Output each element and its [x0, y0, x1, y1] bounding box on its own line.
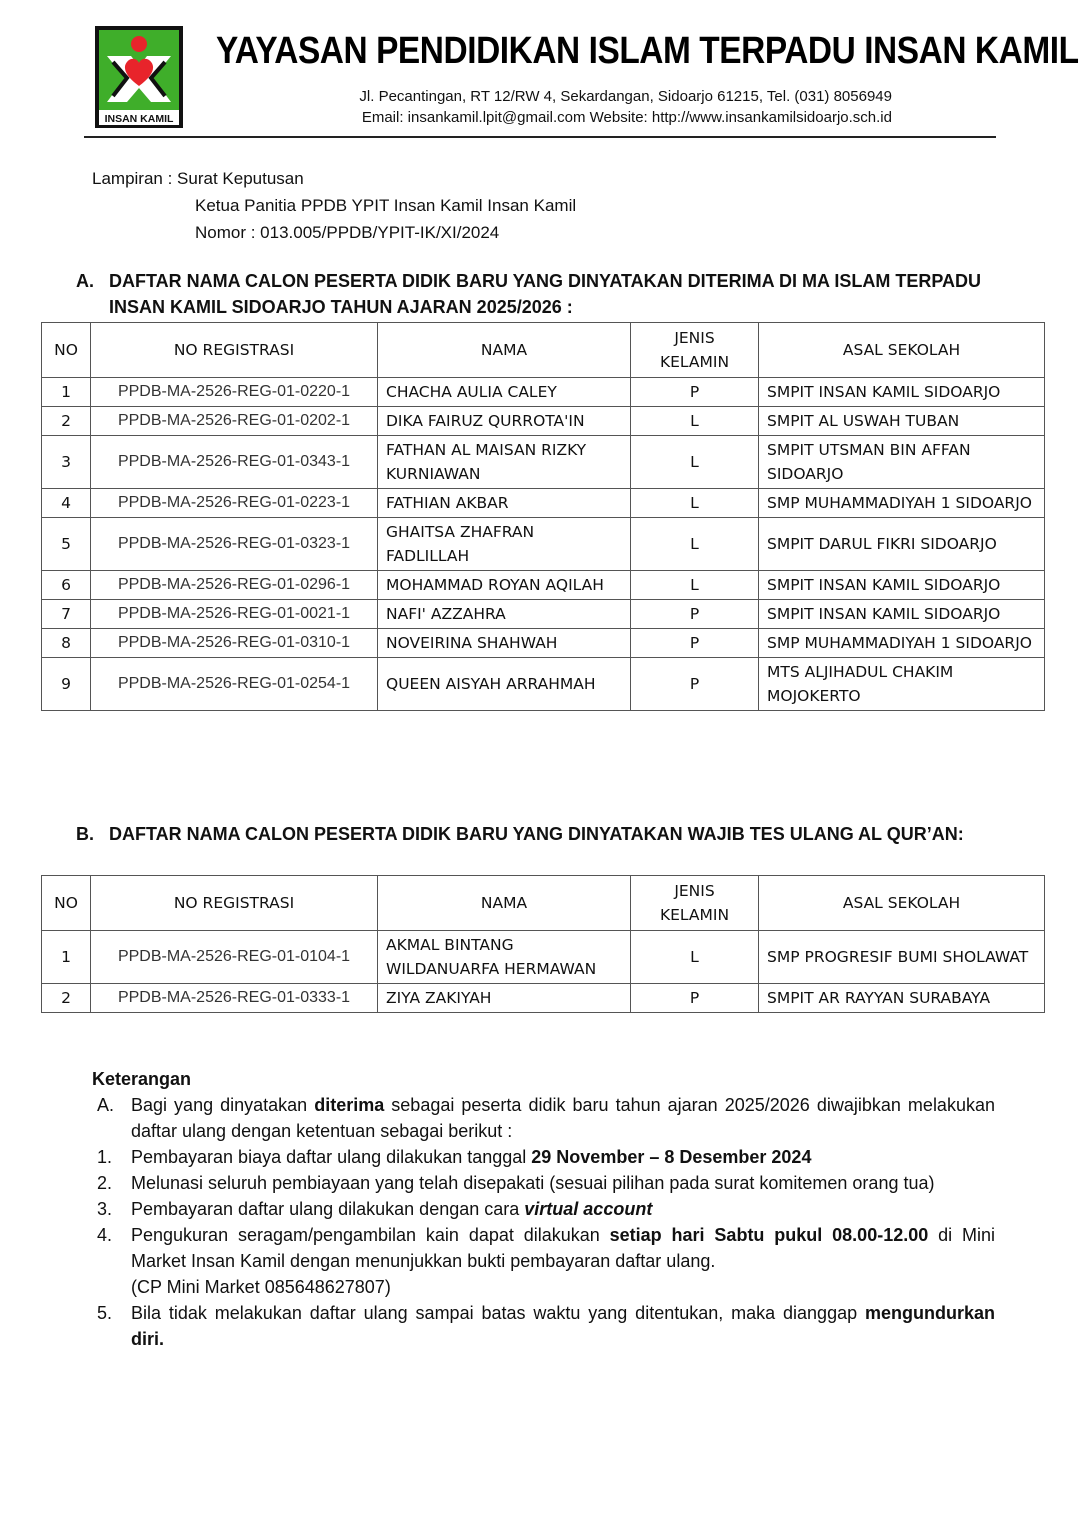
organization-contact: Email: insankamil.lpit@gmail.com Website: http://www.insankamilsidoarjo.sch.id	[361, 109, 892, 126]
cell-no: 6	[42, 571, 91, 600]
cell-reg: PPDB-MA-2526-REG-01-0223-1	[91, 489, 378, 518]
table-row	[42, 984, 1045, 1013]
item-bold: 29 November – 8 Desember 2024	[531, 1147, 812, 1167]
cell-name: AKMAL BINTANG WILDANUARFA HERMAWAN	[378, 931, 631, 984]
cell-no: 1	[42, 378, 91, 407]
table-row	[42, 518, 1045, 571]
cell-name: DIKA FAIRUZ QURROTA'IN	[378, 407, 631, 436]
lampiran-line-1: Lampiran : Surat Keputusan	[92, 169, 304, 188]
item-text: Bagi yang dinyatakan	[131, 1095, 315, 1115]
cell-reg: PPDB-MA-2526-REG-01-0202-1	[91, 407, 378, 436]
table-row	[42, 489, 1045, 518]
cell-name: GHAITSA ZHAFRAN FADLILLAH	[378, 518, 631, 571]
cell-reg: PPDB-MA-2526-REG-01-0343-1	[91, 436, 378, 489]
cell-reg: PPDB-MA-2526-REG-01-0310-1	[91, 629, 378, 658]
cell-school: SMPIT INSAN KAMIL SIDOARJO	[759, 571, 1045, 600]
item-marker: 5.	[97, 1303, 113, 1323]
section-b-letter: B.	[76, 824, 94, 844]
organization-name: YAYASAN PENDIDIKAN ISLAM TERPADU INSAN KAMIL	[216, 30, 1079, 72]
accepted-students-table	[41, 322, 1045, 711]
cell-name: CHACHA AULIA CALEY	[378, 378, 631, 407]
table-row	[42, 378, 1045, 407]
lampiran-block	[92, 165, 576, 246]
cell-school: SMPIT AL USWAH TUBAN	[759, 407, 1045, 436]
item-text: Pembayaran daftar ulang dilakukan dengan cara	[131, 1199, 525, 1219]
item-text: Bila tidak melakukan daftar ulang sampai batas waktu yang ditentukan, maka dianggap	[131, 1303, 865, 1323]
cell-sex: L	[631, 571, 759, 600]
logo-text: INSAN KAMIL	[104, 113, 174, 125]
table-row	[42, 571, 1045, 600]
table-row	[42, 436, 1045, 489]
table-row	[42, 629, 1045, 658]
cell-name: NOVEIRINA SHAHWAH	[378, 629, 631, 658]
cell-name: FATHAN AL MAISAN RIZKY KURNIAWAN	[378, 436, 631, 489]
item-bold-italic: virtual account	[524, 1199, 653, 1219]
cell-no: 4	[42, 489, 91, 518]
cell-no: 2	[42, 407, 91, 436]
cell-no: 1	[42, 931, 91, 984]
cell-no: 2	[42, 984, 91, 1013]
cell-sex: P	[631, 984, 759, 1013]
cell-school: SMP PROGRESIF BUMI SHOLAWAT	[759, 931, 1045, 984]
cell-sex: L	[631, 489, 759, 518]
cell-sex: L	[631, 436, 759, 489]
cell-reg: PPDB-MA-2526-REG-01-0220-1	[91, 378, 378, 407]
cell-reg: PPDB-MA-2526-REG-01-0323-1	[91, 518, 378, 571]
cell-no: 8	[42, 629, 91, 658]
section-b-text: DAFTAR NAMA CALON PESERTA DIDIK BARU YANG DINYATAKAN WAJIB TES ULANG AL QUR’AN:	[109, 824, 964, 844]
keterangan-item-4	[92, 1222, 995, 1300]
item-marker: A.	[97, 1095, 115, 1115]
table-header-row	[42, 876, 1045, 931]
section-b-title	[76, 821, 1006, 847]
cell-school: SMPIT AR RAYYAN SURABAYA	[759, 984, 1045, 1013]
table-header-row	[42, 323, 1045, 378]
cell-no: 5	[42, 518, 91, 571]
section-a-letter: A.	[76, 271, 94, 291]
col-sex	[631, 876, 759, 931]
keterangan-item-2	[92, 1170, 995, 1196]
cell-school: SMPIT INSAN KAMIL SIDOARJO	[759, 600, 1045, 629]
cell-sex: P	[631, 600, 759, 629]
cell-name: ZIYA ZAKIYAH	[378, 984, 631, 1013]
cell-sex: P	[631, 629, 759, 658]
item-text: Melunasi seluruh pembiayaan yang telah disepakati (sesuai pilihan pada surat komitemen orang tua)	[131, 1173, 935, 1193]
item-text: Pengukuran seragam/pengambilan kain dapat dilakukan	[131, 1225, 610, 1245]
letterhead-divider	[84, 136, 996, 138]
item-text: sebagai peserta didik baru tahun ajaran 2025/2026 diwajibkan melakukan daftar ulang dengan ketentuan sebagai berikut :	[131, 1095, 995, 1141]
col-sex-line2: KELAMIN	[659, 353, 730, 371]
table-row	[42, 600, 1045, 629]
cell-no: 3	[42, 436, 91, 489]
keterangan-block	[92, 1066, 995, 1352]
cell-name: QUEEN AISYAH ARRAHMAH	[378, 658, 631, 711]
item-marker: 2.	[97, 1173, 113, 1193]
cell-sex: L	[631, 518, 759, 571]
item-bold: diterima	[314, 1095, 385, 1115]
keterangan-title: Keterangan	[92, 1069, 192, 1089]
cell-sex: P	[631, 378, 759, 407]
retest-students-table	[41, 875, 1045, 1013]
cell-school: SMPIT UTSMAN BIN AFFAN SIDOARJO	[759, 436, 1045, 489]
item-text: di Mini Market Insan Kamil dengan menunjukkan bukti pembayaran daftar ulang.	[131, 1225, 996, 1271]
col-sex-line2: KELAMIN	[659, 906, 730, 924]
col-name: NAMA	[378, 876, 631, 931]
lampiran-line-2: Ketua Panitia PPDB YPIT Insan Kamil Insan Kamil	[195, 196, 577, 215]
keterangan-item-1	[92, 1144, 995, 1170]
col-sex	[631, 323, 759, 378]
cell-name: NAFI' AZZAHRA	[378, 600, 631, 629]
cell-sex: P	[631, 658, 759, 711]
item-marker: 4.	[97, 1225, 113, 1245]
insan-kamil-logo	[95, 26, 183, 128]
col-school: ASAL SEKOLAH	[759, 876, 1045, 931]
cell-reg: PPDB-MA-2526-REG-01-0104-1	[91, 931, 378, 984]
item-text: Pembayaran biaya daftar ulang dilakukan tanggal	[131, 1147, 532, 1167]
cell-reg: PPDB-MA-2526-REG-01-0021-1	[91, 600, 378, 629]
cell-sex: L	[631, 931, 759, 984]
cell-no: 7	[42, 600, 91, 629]
keterangan-item-a	[92, 1092, 995, 1144]
cell-school: SMPIT DARUL FIKRI SIDOARJO	[759, 518, 1045, 571]
col-school: ASAL SEKOLAH	[759, 323, 1045, 378]
table-row	[42, 407, 1045, 436]
keterangan-item-5	[92, 1300, 995, 1352]
cell-no: 9	[42, 658, 91, 711]
lampiran-line-3: Nomor : 013.005/PPDB/YPIT-IK/XI/2024	[195, 223, 500, 242]
col-no: NO	[42, 876, 91, 931]
col-name: NAMA	[378, 323, 631, 378]
col-sex-line1: JENIS	[674, 882, 715, 900]
cell-school: SMP MUHAMMADIYAH 1 SIDOARJO	[759, 629, 1045, 658]
section-a-title	[76, 268, 1006, 320]
item-marker: 1.	[97, 1147, 113, 1167]
cell-reg: PPDB-MA-2526-REG-01-0333-1	[91, 984, 378, 1013]
organization-address: Jl. Pecantingan, RT 12/RW 4, Sekardangan, Sidoarjo 61215, Tel. (031) 8056949	[359, 88, 892, 105]
contact-person: (CP Mini Market 085648627807)	[131, 1277, 391, 1297]
table-row	[42, 931, 1045, 984]
item-bold: mengundurkan diri.	[131, 1303, 995, 1349]
col-reg: NO REGISTRASI	[91, 323, 378, 378]
section-a-text: DAFTAR NAMA CALON PESERTA DIDIK BARU YANG DINYATAKAN DITERIMA DI MA ISLAM TERPADU INSAN KAMIL SIDOARJO TAHUN AJARAN 2025/2026 :	[109, 271, 981, 317]
col-no: NO	[42, 323, 91, 378]
item-marker: 3.	[97, 1199, 113, 1219]
cell-name: MOHAMMAD ROYAN AQILAH	[378, 571, 631, 600]
cell-name: FATHIAN AKBAR	[378, 489, 631, 518]
cell-school: MTS ALJIHADUL CHAKIM MOJOKERTO	[759, 658, 1045, 711]
cell-school: SMP MUHAMMADIYAH 1 SIDOARJO	[759, 489, 1045, 518]
item-bold: setiap hari Sabtu pukul 08.00-12.00	[609, 1225, 929, 1245]
cell-sex: L	[631, 407, 759, 436]
cell-reg: PPDB-MA-2526-REG-01-0296-1	[91, 571, 378, 600]
table-row	[42, 658, 1045, 711]
keterangan-item-3	[92, 1196, 995, 1222]
cell-school: SMPIT INSAN KAMIL SIDOARJO	[759, 378, 1045, 407]
col-sex-line1: JENIS	[674, 329, 715, 347]
cell-reg: PPDB-MA-2526-REG-01-0254-1	[91, 658, 378, 711]
col-reg: NO REGISTRASI	[91, 876, 378, 931]
